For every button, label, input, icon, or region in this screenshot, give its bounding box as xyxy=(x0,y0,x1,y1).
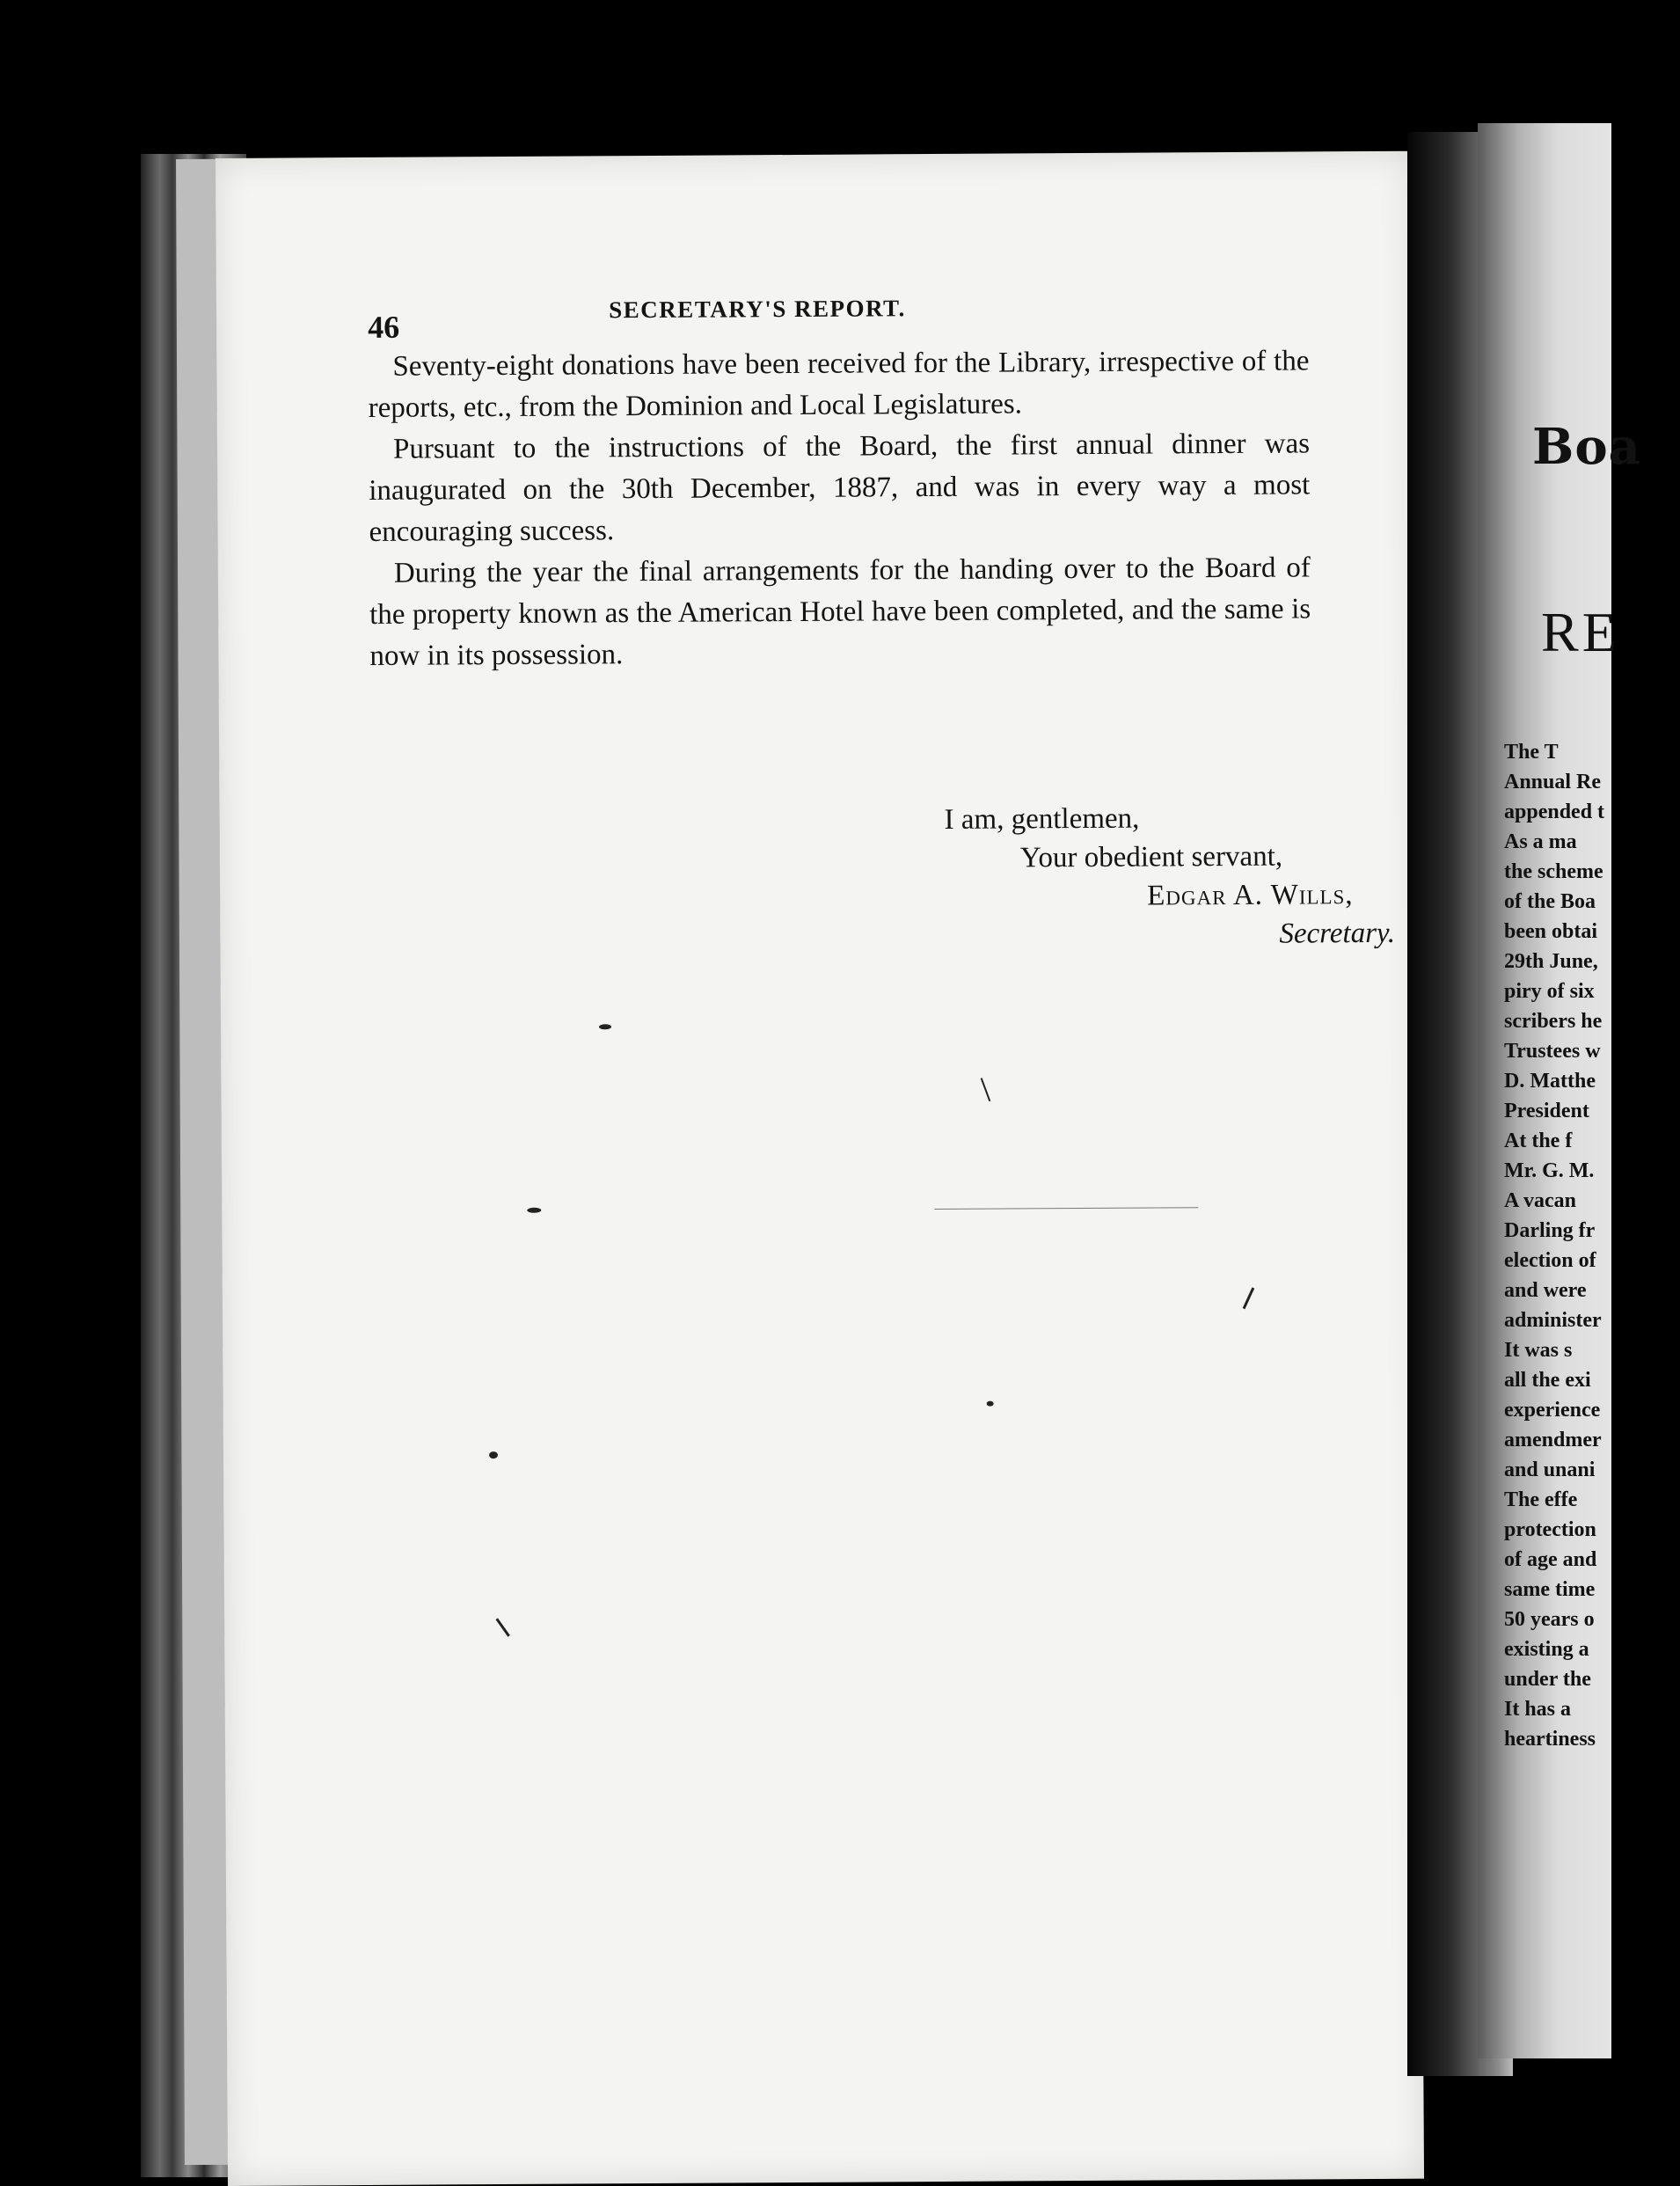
text-line: scribers he xyxy=(1504,1010,1603,1033)
text-line: all the exi xyxy=(1504,1369,1591,1392)
closing-valediction: Your obedient servant, xyxy=(1019,840,1283,874)
faint-rule-line xyxy=(934,1207,1198,1210)
left-page xyxy=(215,151,1424,2186)
text-line: Darling fr xyxy=(1504,1219,1596,1242)
text-line: experience xyxy=(1504,1399,1601,1422)
text-line: heartiness xyxy=(1504,1728,1596,1751)
signature-name: Edgar A. Wills, xyxy=(1147,879,1354,912)
text-line: President xyxy=(1504,1100,1589,1122)
running-head: SECRETARY'S REPORT. xyxy=(609,295,906,324)
text-line: The effe xyxy=(1504,1488,1578,1511)
paragraph-annual-dinner: Pursuant to the instructions of the Board, the first annual dinner was inaugurated on the 30th December, 1887, and was in every way a most encouraging success. xyxy=(369,428,1311,548)
report-body xyxy=(368,340,1396,950)
text-line: election of xyxy=(1504,1249,1596,1272)
text-line: the scheme xyxy=(1504,860,1603,883)
text-line: It was s xyxy=(1504,1339,1573,1362)
text-line: Trustees w xyxy=(1504,1040,1601,1063)
paragraph-american-hotel: During the year the final arrangements for the handing over to the Board of the property known as the American Hotel have been completed, and the same is now in its possession. xyxy=(369,552,1311,672)
text-line: amendmer xyxy=(1504,1429,1602,1451)
text-line: A vacan xyxy=(1504,1189,1577,1212)
text-line: appended t xyxy=(1504,801,1605,823)
text-line: 50 years o xyxy=(1504,1608,1595,1631)
signature-title: Secretary. xyxy=(1279,917,1396,950)
text-line: of age and xyxy=(1504,1548,1597,1571)
text-line: As a ma xyxy=(1504,830,1577,853)
right-page-heading-fragment: RE xyxy=(1541,601,1620,663)
text-line: piry of six xyxy=(1504,980,1595,1003)
text-line: existing a xyxy=(1504,1638,1589,1661)
page-number: 46 xyxy=(368,309,400,345)
text-line: It has a xyxy=(1504,1698,1572,1721)
text-line: same time xyxy=(1504,1578,1596,1601)
text-line: D. Matthe xyxy=(1504,1070,1596,1093)
text-line: and were xyxy=(1504,1279,1587,1302)
text-line: and unani xyxy=(1504,1459,1596,1481)
text-line: At the f xyxy=(1504,1130,1573,1152)
text-line: Mr. G. M. xyxy=(1504,1159,1595,1182)
right-page-title-fragment: Boa xyxy=(1532,418,1641,476)
paper-specks xyxy=(215,151,1412,158)
text-line: 29th June, xyxy=(1504,950,1598,973)
closing-salutation: I am, gentlemen, xyxy=(944,802,1140,836)
closing-block xyxy=(370,797,1514,950)
paragraph-donations: Seventy-eight donations have been received for the Library, irrespective of the reports, etc., from the Dominion and Local Legislatures. xyxy=(368,345,1310,424)
text-line: protection xyxy=(1504,1518,1596,1541)
text-line: under the xyxy=(1504,1668,1591,1691)
text-line: administer xyxy=(1504,1309,1602,1332)
right-facing-page xyxy=(1478,123,1641,2058)
text-line: Annual Re xyxy=(1504,771,1602,793)
right-page-text-fragments xyxy=(1504,737,1680,1754)
text-line: The T xyxy=(1504,741,1559,764)
text-line: been obtai xyxy=(1504,920,1598,943)
text-line: of the Boa xyxy=(1504,890,1596,913)
